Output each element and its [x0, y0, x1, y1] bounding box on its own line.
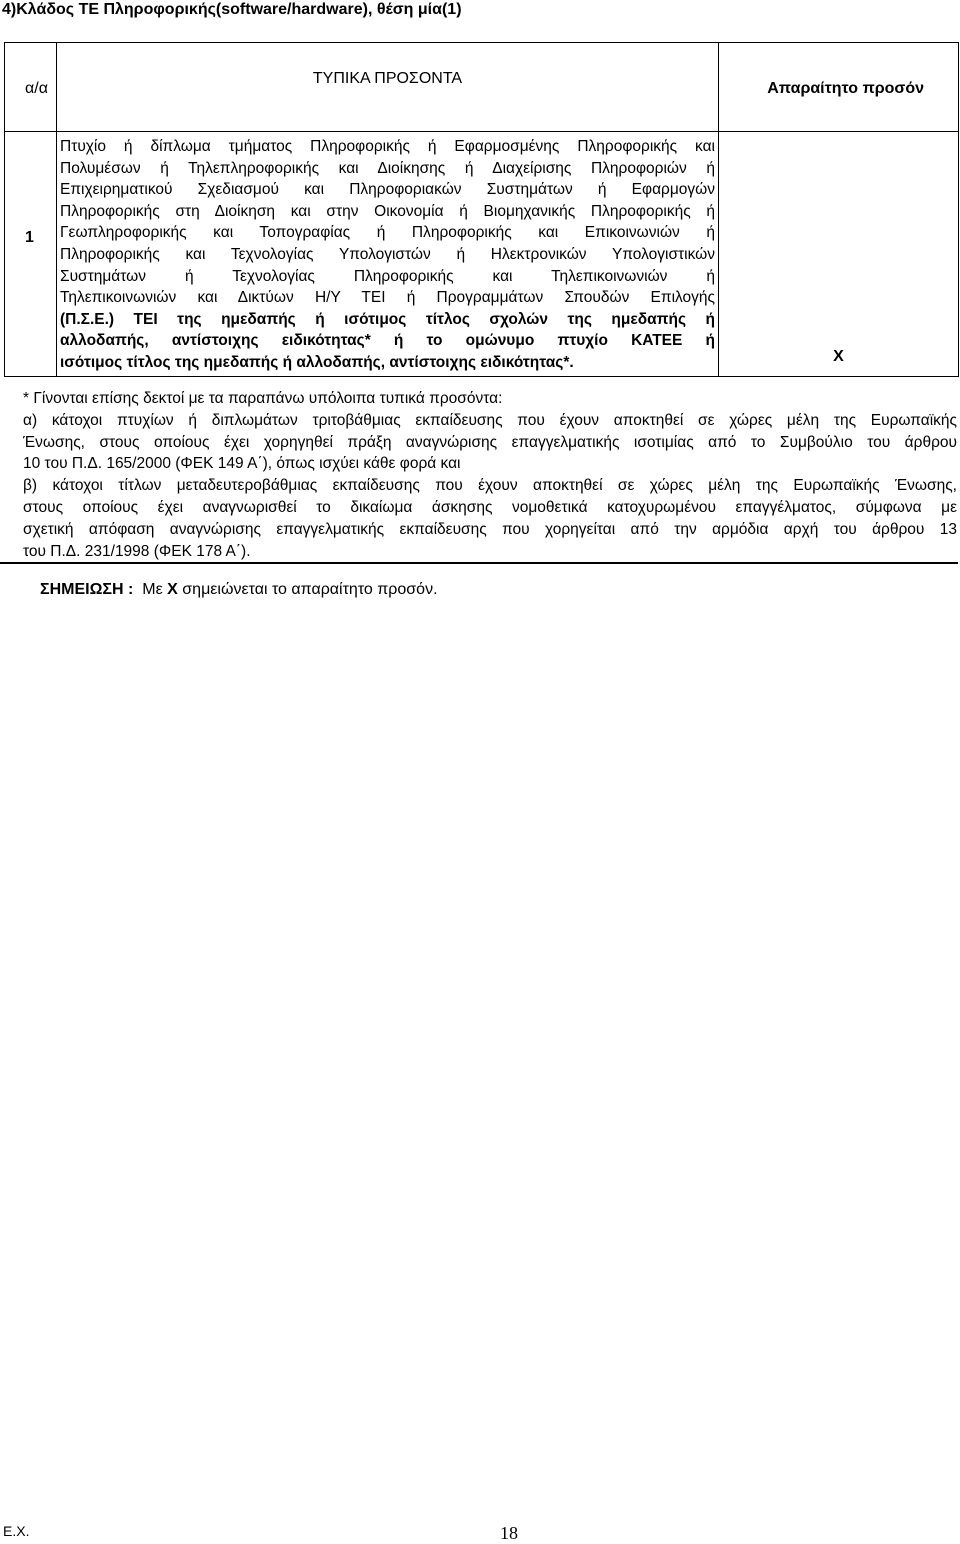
note-b-line: του Π.Δ. 231/1998 (ΦΕΚ 178 Α΄). [23, 542, 251, 560]
row-description-cell [57, 132, 719, 377]
note-b-line: στους οποίους έχει αναγνωρισθεί το δικαίωμα άσκησης νομοθετικά κατοχυρωμένου επαγγέλματος, σύμφωνα με [23, 498, 957, 516]
description-line-bold: ισότιμος τίτλος της ημεδαπής ή αλλοδαπής, αντίστοιχης ειδικότητας*. [60, 353, 574, 371]
remark-text-before: Με [142, 581, 163, 598]
row-number-cell [5, 132, 57, 377]
remark-mark: X [167, 581, 178, 598]
description-line: Συστημάτων ή Τεχνολογίας Πληροφορικής και Τηλεπικοινωνιών ή [60, 267, 715, 285]
description-line-bold: (Π.Σ.Ε.) ΤΕΙ της ημεδαπής ή ισότιμος τίτλος σχολών της ημεδαπής ή [60, 310, 715, 328]
note-a-line: Ένωσης, στους οποίους έχει χορηγηθεί πράξη αναγνώρισης επαγγελματικής ισοτιμίας από το Συμβούλιο του άρθρου [23, 433, 957, 451]
footer-initials: Ε.Χ. [3, 1523, 30, 1539]
row-number: 1 [25, 229, 34, 246]
header-cell-required [719, 43, 959, 132]
description-line-bold: αλλοδαπής, αντίστοιχης ειδικότητας* ή το ομώνυμο πτυχίο ΚΑΤΕΕ ή [60, 332, 715, 350]
notes-intro: * Γίνονται επίσης δεκτοί με τα παραπάνω υπόλοιπα τυπικά προσόντα: [23, 390, 503, 407]
table-row [5, 132, 959, 377]
description-line-bold-partial: Τηλεπικοινωνιών και Δικτύων Η/Υ ΤΕΙ ή Προγραμμάτων Σπουδών Επιλογής [60, 289, 715, 307]
header-cell-aa [5, 43, 57, 132]
description-line: Πολυμέσων ή Τηλεπληροφορικής και Διοίκησης ή Διαχείρισης Πληροφοριών ή [60, 159, 715, 177]
header-required-label: Απαραίτητο προσόν [767, 80, 924, 97]
qualifications-table [4, 42, 959, 377]
header-aa-label: α/α [25, 80, 48, 97]
divider [0, 562, 958, 564]
remark-text-after: σημειώνεται το απαραίτητο προσόν. [182, 581, 438, 598]
remark [40, 581, 438, 599]
note-b-line: σχετική απόφαση αναγνώρισης επαγγελματικής εκπαίδευσης που χορηγείται από την αρμόδια αρχή του άρθρου 13 [23, 520, 957, 538]
description-line: Γεωπληροφορικής και Τοπογραφίας ή Πληροφορικής και Επικοινωνιών ή [60, 224, 715, 242]
page-number: 18 [500, 1523, 518, 1543]
required-mark-cell [719, 132, 959, 377]
note-b-line: β) κάτοχοι τίτλων μεταδευτεροβάθμιας εκπαίδευσης που έχουν αποκτηθεί σε χώρες μέλη της Ευρωπαϊκής Ένωσης, [23, 477, 957, 495]
remark-label: ΣΗΜΕΙΩΣΗ : [40, 581, 134, 598]
equivalence-notes [23, 388, 957, 562]
description-line: Επιχειρηματικού Σχεδιασμού και Πληροφοριακών Συστημάτων ή Εφαρμογών [60, 181, 715, 199]
header-cell-typical [57, 43, 719, 132]
description-line: Πτυχίο ή δίπλωμα τμήματος Πληροφορικής ή Εφαρμοσμένης Πληροφορικής και [60, 138, 715, 155]
header-typical-label: ΤΥΠΙΚΑ ΠΡΟΣΟΝΤΑ [312, 70, 463, 87]
description-line: Πληροφορικής στη Διοίκηση και στην Οικονομία ή Βιομηχανικής Πληροφορικής ή [60, 202, 715, 220]
note-a-line: α) κάτοχοι πτυχίων ή διπλωμάτων τριτοβάθμιας εκπαίδευσης που έχουν αποκτηθεί σε χώρες μέλη της Ευρωπαϊκής [23, 411, 957, 429]
description-line: Πληροφορικής και Τεχνολογίας Υπολογιστών ή Ηλεκτρονικών Υπολογιστικών [60, 245, 715, 263]
required-mark: X [833, 348, 844, 365]
table-header-row [5, 43, 959, 132]
note-a-line: 10 του Π.Δ. 165/2000 (ΦΕΚ 149 Α΄), όπως ισχύει κάθε φορά και [23, 455, 461, 473]
section-heading: 4)Κλάδος ΤΕ Πληροφορικής(software/hardware), θέση μία(1) [2, 1, 462, 18]
